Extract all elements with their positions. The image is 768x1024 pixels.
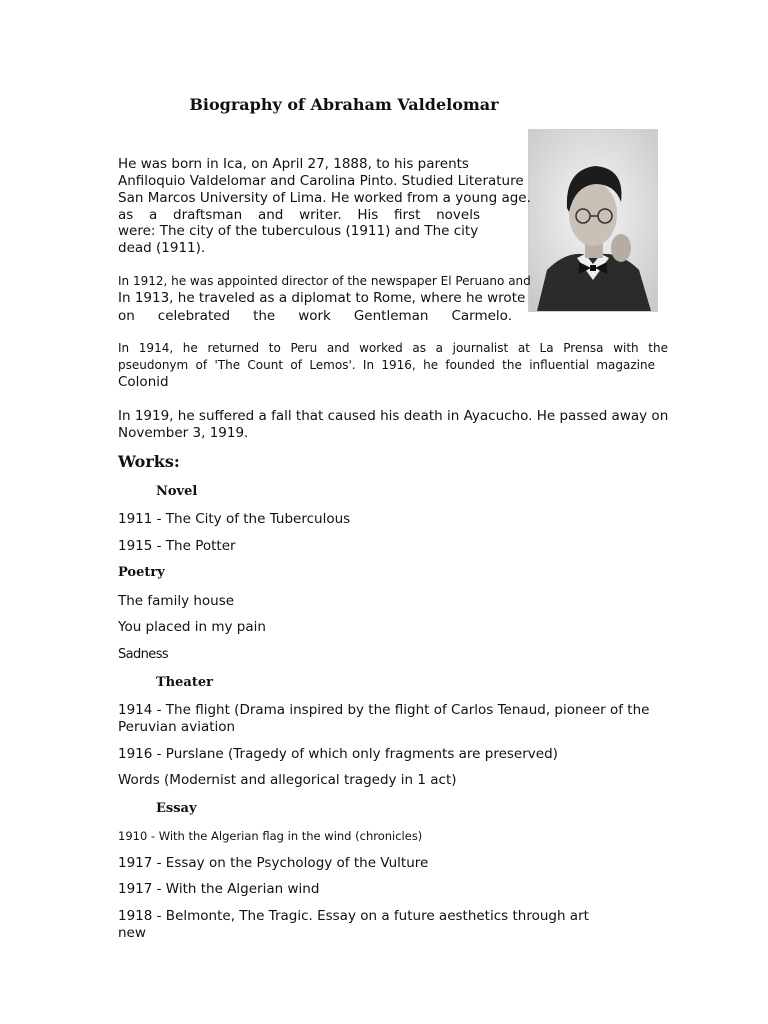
list-item: The family house <box>118 593 235 609</box>
works-heading: Works: <box>118 452 180 471</box>
list-item: 1917 - Essay on the Psychology of the Vulture <box>118 855 429 871</box>
bio-line: In 1913, he traveled as a diplomat to Rome, where he wrote <box>118 290 526 306</box>
bio-line: Colonid <box>118 374 169 390</box>
list-item: 1911 - The City of the Tuberculous <box>118 511 351 527</box>
category-label: Essay <box>156 801 197 816</box>
bio-line: dead (1911). <box>118 240 206 256</box>
bio-line: on celebrated the work Gentleman Carmelo. <box>118 308 512 324</box>
list-item: Peruvian aviation <box>118 719 236 735</box>
category-label: Novel <box>156 484 198 499</box>
document-title: Biography of Abraham Valdelomar <box>189 95 499 114</box>
bio-line: as a draftsman and writer. His first novels <box>118 207 480 223</box>
bio-line: In 1914, he returned to Peru and worked as a journalist at La Prensa with the <box>118 341 668 355</box>
list-item: 1910 - With the Algerian flag in the wind (chronicles) <box>118 829 423 843</box>
list-item: You placed in my pain <box>118 619 266 635</box>
list-item: 1915 - The Potter <box>118 538 236 554</box>
bio-line: Anfiloquio Valdelomar and Carolina Pinto. Studied Literature <box>118 173 524 189</box>
list-item: 1917 - With the Algerian wind <box>118 881 320 897</box>
bio-line: In 1919, he suffered a fall that caused his death in Ayacucho. He passed away on <box>118 408 669 424</box>
bio-line: were: The city of the tuberculous (1911) and The city <box>118 223 479 239</box>
list-item: 1914 - The flight (Drama inspired by the flight of Carlos Tenaud, pioneer of the <box>118 702 650 718</box>
category-label: Theater <box>156 675 213 690</box>
portrait-photo <box>528 129 658 312</box>
novel-heading <box>142 484 197 499</box>
list-item: 1916 - Purslane (Tragedy of which only fragments are preserved) <box>118 746 558 762</box>
list-item: 1918 - Belmonte, The Tragic. Essay on a future aesthetics through art <box>118 908 589 924</box>
bio-line: He was born in Ica, on April 27, 1888, to his parents <box>118 156 469 172</box>
theater-heading <box>142 675 213 690</box>
bio-line: pseudonym of 'The Count of Lemos'. In 1916, he founded the influential magazine <box>118 358 655 372</box>
bio-line: In 1912, he was appointed director of the newspaper El Peruano and <box>118 274 531 288</box>
essay-heading <box>142 801 197 816</box>
list-item: Sadness <box>118 647 169 662</box>
list-item: Words (Modernist and allegorical tragedy in 1 act) <box>118 772 457 788</box>
poetry-heading: Poetry <box>118 565 165 580</box>
bio-line: November 3, 1919. <box>118 425 249 441</box>
bio-line: San Marcos University of Lima. He worked from a young age. <box>118 190 531 206</box>
list-item: new <box>118 925 146 941</box>
